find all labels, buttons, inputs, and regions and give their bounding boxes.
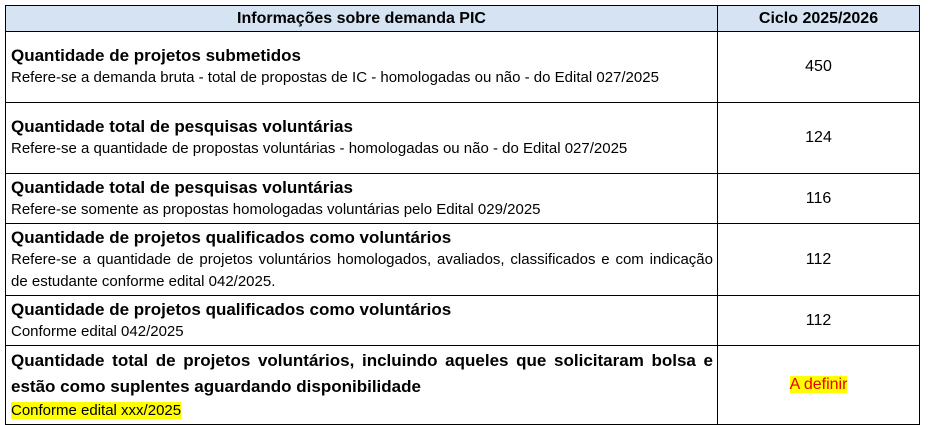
- row-value: 112: [718, 224, 920, 296]
- table-row: [6, 32, 920, 103]
- row-title: Quantidade de projetos qualificados como voluntários: [11, 227, 452, 247]
- row-title: Quantidade total de pesquisas voluntárias: [11, 177, 353, 197]
- row-description-cell: [6, 174, 718, 224]
- row-description-cell: [6, 103, 718, 174]
- table-row: [6, 346, 920, 425]
- table-row: [6, 296, 920, 346]
- row-title: Quantidade total de pesquisas voluntárias: [11, 117, 353, 136]
- row-value: 116: [718, 174, 920, 224]
- row-value-cell: [718, 346, 920, 425]
- row-description: Conforme edital 042/2025: [11, 322, 184, 340]
- row-description: Refere-se a quantidade de propostas voluntárias - homologadas ou não - do Edital 027/2025: [11, 140, 628, 157]
- row-description-cell: [6, 346, 718, 425]
- row-description-highlighted: Conforme edital xxx/2025: [11, 402, 182, 419]
- row-description: Refere-se somente as propostas homologadas voluntárias pelo Edital 029/2025: [11, 200, 541, 218]
- pic-demand-table: [5, 5, 920, 425]
- header-info-demanda: Informações sobre demanda PIC: [6, 6, 718, 32]
- table-header-row: [6, 6, 920, 32]
- row-description-cell: [6, 296, 718, 346]
- row-value-pending: A definir: [789, 376, 848, 393]
- table-row: [6, 103, 920, 174]
- row-description: Refere-se a quantidade de projetos voluntários homologados, avaliados, classificados e com indicação de estudante conforme edital 042/2025.: [11, 250, 713, 290]
- row-title: Quantidade de projetos qualificados como voluntários: [11, 299, 452, 319]
- row-value: 112: [718, 296, 920, 346]
- row-description-cell: [6, 224, 718, 296]
- header-ciclo: Ciclo 2025/2026: [718, 6, 920, 32]
- row-title: Quantidade total de projetos voluntários, incluindo aqueles que solicitaram bolsa e estão como suplentes aguardando disponibilidade: [11, 351, 713, 396]
- row-value: 124: [718, 103, 920, 174]
- row-title: Quantidade de projetos submetidos: [11, 46, 301, 65]
- row-value: 450: [718, 32, 920, 103]
- row-description: Refere-se a demanda bruta - total de propostas de IC - homologadas ou não - do Edital 027/2025: [11, 69, 659, 86]
- table-row: [6, 224, 920, 296]
- table-row: [6, 174, 920, 224]
- row-description-cell: [6, 32, 718, 103]
